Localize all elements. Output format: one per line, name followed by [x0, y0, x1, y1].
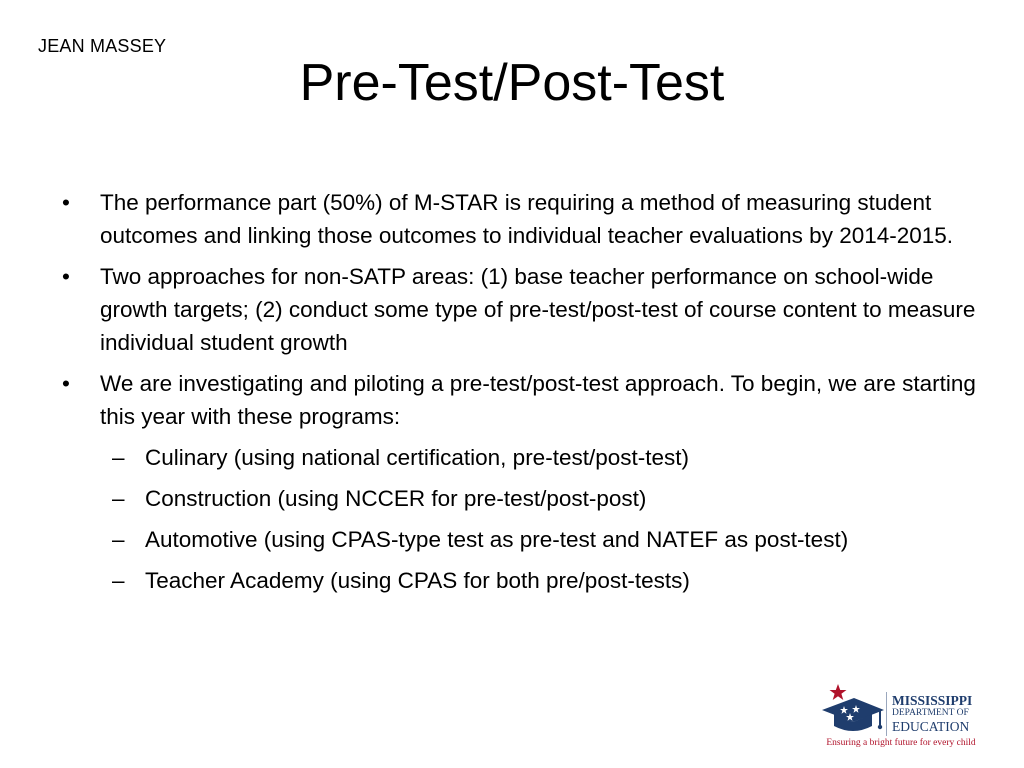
bullet-item — [60, 186, 980, 252]
author-label: JEAN MASSEY — [38, 36, 167, 56]
slide-title: Pre-Test/Post-Test — [299, 54, 725, 112]
sub-bullet-text: Construction (using NCCER for pre-test/post-post) — [145, 486, 647, 511]
sub-bullet-text: Culinary (using national certification, pre-test/post-test) — [145, 445, 689, 470]
bullet-item — [60, 367, 980, 433]
sub-bullet-item — [104, 441, 980, 474]
logo-divider — [886, 692, 887, 736]
bullet-item — [60, 260, 980, 359]
sub-bullet-text: Teacher Academy (using CPAS for both pre/post-tests) — [145, 568, 690, 593]
sub-bullet-item — [104, 523, 980, 556]
logo-wordmark — [892, 693, 972, 734]
slide-content — [60, 186, 980, 605]
sub-bullet-list — [60, 441, 980, 597]
sub-bullet-item — [104, 482, 980, 515]
dash-marker: – — [112, 527, 125, 552]
logo-line-1: MISSISSIPPI — [892, 693, 973, 708]
sub-bullet-text: Automotive (using CPAS-type test as pre-test and NATEF as post-test) — [145, 527, 849, 552]
dash-marker: – — [112, 568, 125, 593]
bullet-marker: • — [62, 264, 70, 289]
logo-line-3: EDUCATION — [892, 719, 970, 734]
logo-line-2: DEPARTMENT OF — [892, 708, 969, 718]
bullet-list — [60, 186, 980, 433]
bullet-text: Two approaches for non-SATP areas: (1) base teacher performance on school-wide growth targets; (2) conduct some type of pre-test/post-test of course content to measure individual student growth — [100, 264, 976, 355]
sub-bullet-item — [104, 564, 980, 597]
bullet-text: The performance part (50%) of M-STAR is requiring a method of measuring student outcomes and linking those outcomes to individual teacher evaluations by 2014-2015. — [100, 190, 954, 248]
bullet-text: We are investigating and piloting a pre-test/post-test approach. To begin, we are starting this year with these programs: — [100, 371, 976, 429]
logo-tagline: Ensuring a bright future for every child — [826, 738, 976, 748]
bullet-marker: • — [62, 190, 70, 215]
dash-marker: – — [112, 486, 125, 511]
graduation-cap-with-stars-icon — [820, 682, 886, 738]
dash-marker: – — [112, 445, 125, 470]
bullet-marker: • — [62, 371, 70, 396]
mde-logo — [820, 682, 980, 754]
